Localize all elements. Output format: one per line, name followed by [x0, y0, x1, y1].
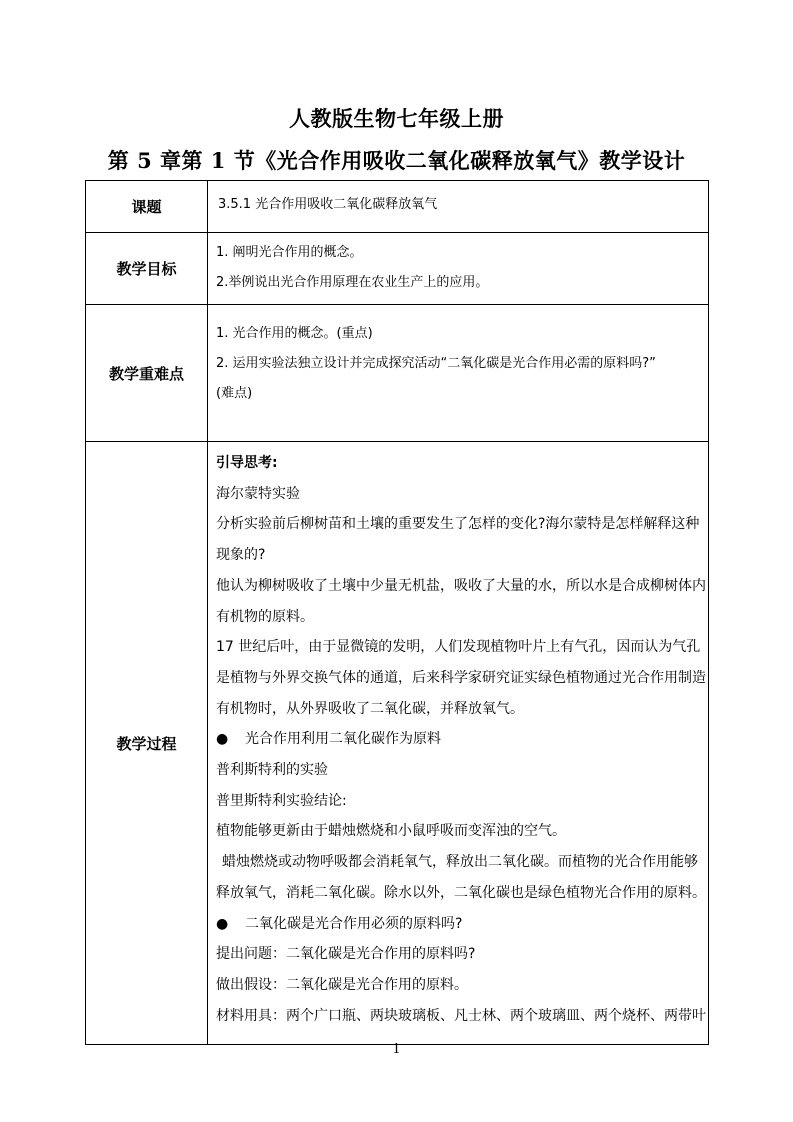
process-line: 释放氧气，消耗二氧化碳。除水以外，二氧化碳也是绿色植物光合作用的原料。: [216, 884, 706, 901]
process-line: 是植物与外界交换气体的通道，后来科学家研究证实绿色植物通过光合作用制造: [216, 669, 706, 686]
process-heading: 引导思考:: [216, 455, 278, 471]
process-line: 海尔蒙特实验: [216, 485, 300, 502]
lesson-plan-table: [85, 180, 709, 1045]
goals-label: 教学目标: [86, 233, 208, 305]
course-label: 课题: [86, 181, 208, 233]
bullet-icon: ●: [216, 915, 229, 932]
table-row: [86, 442, 709, 1045]
process-line: 做出假设：二氧化碳是光合作用的原料。: [216, 976, 468, 993]
process-line: 材料用具：两个广口瓶、两块玻璃板、凡士林、两个玻璃皿、两个烧杯、两带叶: [216, 1007, 706, 1024]
process-bullet-item: [216, 724, 708, 755]
process-line: 他认为柳树吸收了土壤中少量无机盐，吸收了大量的水，所以水是合成柳树体内: [216, 577, 706, 594]
table-row: [86, 233, 709, 305]
key-point-item: (难点): [216, 386, 253, 401]
bullet-text: 二氧化碳是光合作用必须的原料吗?: [245, 915, 463, 932]
bullet-text: 光合作用利用二氧化碳作为原料: [245, 731, 441, 748]
process-line: 蜡烛燃烧或动物呼吸都会消耗氧气，释放出二氧化碳。而植物的光合作用能够: [222, 854, 698, 871]
key-point-item: 2. 运用实验法独立设计并完成探究活动“二氧化碳是光合作用必需的原料吗?”: [216, 356, 656, 371]
table-row: [86, 305, 709, 442]
process-line: 17 世纪后叶，由于显微镜的发明，人们发现植物叶片上有气孔，因而认为气孔: [216, 639, 701, 656]
key-point-item: 1. 光合作用的概念。(重点): [216, 326, 373, 341]
process-line: 有机物的原料。: [216, 608, 314, 625]
process-line: 分析实验前后柳树苗和土壤的重要发生了怎样的变化?海尔蒙特是怎样解释这种: [216, 516, 700, 533]
goal-item: 2.举例说出光合作用原理在农业生产上的应用。: [216, 275, 489, 290]
process-cell: [208, 442, 709, 1045]
document-subtitle: 第 5 章第 1 节《光合作用吸收二氧化碳释放氧气》教学设计: [107, 148, 686, 173]
process-line: 植物能够更新由于蜡烛燃烧和小鼠呼吸而变浑浊的空气。: [216, 823, 566, 840]
key-points-label: 教学重难点: [86, 305, 208, 442]
process-bullet-item: [216, 909, 708, 940]
table-row: [86, 181, 709, 233]
key-points-cell: [208, 305, 709, 442]
document-title: 人教版生物七年级上册: [289, 106, 504, 131]
goal-item: 1. 阐明光合作用的概念。: [216, 245, 363, 260]
page-number: 1: [392, 1042, 401, 1057]
bullet-icon: ●: [216, 731, 229, 748]
course-value: 3.5.1 光合作用吸收二氧化碳释放氧气: [208, 181, 709, 233]
process-line: 有机物时，从外界吸收了二氧化碳，并释放氧气。: [216, 700, 524, 717]
process-label: 教学过程: [86, 442, 208, 1045]
process-line: 提出问题：二氧化碳是光合作用的原料吗?: [216, 946, 476, 963]
process-line: 现象的?: [216, 547, 266, 564]
process-line: 普利斯特利的实验: [216, 762, 328, 779]
process-line: 普里斯特利实验结论:: [216, 792, 347, 809]
goals-cell: [208, 233, 709, 305]
